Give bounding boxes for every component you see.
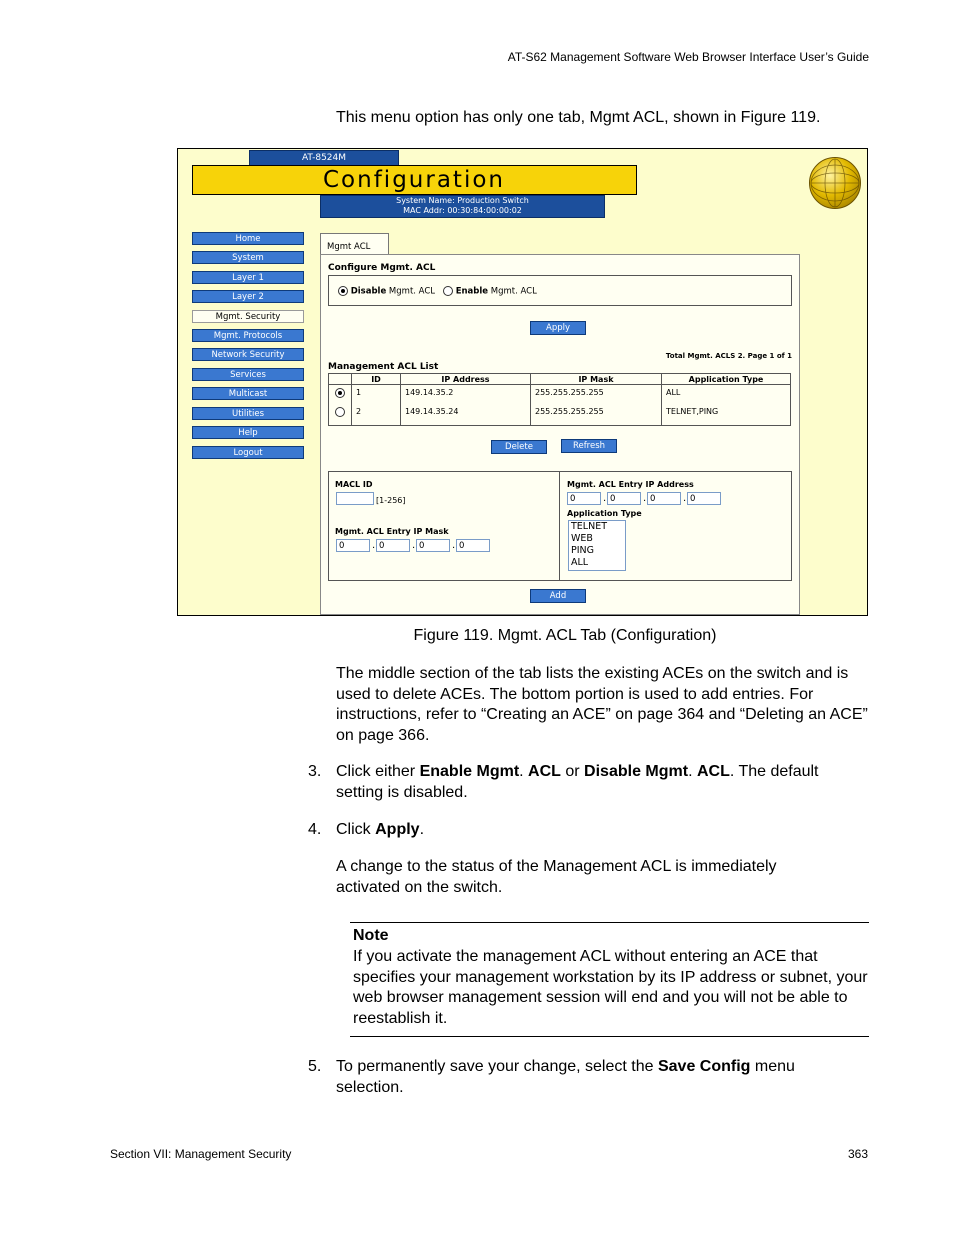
app-type-listbox[interactable] <box>568 520 626 571</box>
row-app: TELNET,PING <box>662 404 791 426</box>
disable-radio[interactable] <box>338 286 348 296</box>
mask-octet-4-input[interactable]: 0 <box>456 539 490 552</box>
ip-octet-2-input[interactable]: 0 <box>607 492 641 505</box>
system-info-bar <box>320 195 605 218</box>
footer-section: Section VII: Management Security <box>110 1147 292 1161</box>
nav-home[interactable]: Home <box>192 232 304 245</box>
note-bottom-rule <box>350 1036 869 1037</box>
macl-id-input[interactable] <box>336 492 374 505</box>
nav-layer-1[interactable]: Layer 1 <box>192 271 304 284</box>
nav-mgmt-protocols[interactable]: Mgmt. Protocols <box>192 329 304 342</box>
table-row[interactable] <box>329 385 791 405</box>
app-option[interactable]: WEB <box>571 533 593 544</box>
enable-radio[interactable] <box>443 286 453 296</box>
col-ip-address: IP Address <box>401 374 531 385</box>
acl-table-header <box>329 374 791 385</box>
col-application-type: Application Type <box>662 374 791 385</box>
entry-ip-label: Mgmt. ACL Entry IP Address <box>567 480 694 489</box>
tab-mgmt-acl[interactable]: Mgmt ACL <box>320 233 389 256</box>
step4-number: 4. <box>308 821 322 838</box>
mask-octet-2-input[interactable]: 0 <box>376 539 410 552</box>
step3-number: 3. <box>308 763 322 780</box>
mgmt-acl-panel <box>320 254 800 615</box>
system-name: System Name: Production Switch <box>396 196 529 205</box>
acl-table <box>328 373 791 426</box>
mac-address: MAC Addr: 00:30:84:00:00:02 <box>403 206 522 215</box>
row-app: ALL <box>662 385 791 405</box>
disable-label-rest: Mgmt. ACL <box>386 286 436 297</box>
enable-option[interactable] <box>443 286 537 297</box>
figure-caption: Figure 119. Mgmt. ACL Tab (Configuration) <box>413 627 717 644</box>
table-row[interactable] <box>329 404 791 426</box>
body-paragraph: The middle section of the tab lists the existing ACEs on the switch and is used to delete ACEs. The bottom portion is used to add entries. For instructions, refer to “Creating an ACE” on page 364 and “Deleting an ACE” on page 366. <box>336 665 868 744</box>
refresh-button[interactable]: Refresh <box>561 439 617 453</box>
app-option[interactable]: ALL <box>571 557 589 568</box>
nav-help[interactable]: Help <box>192 426 304 439</box>
apply-button[interactable]: Apply <box>530 321 586 335</box>
nav-system[interactable]: System <box>192 251 304 264</box>
col-id: ID <box>352 374 401 385</box>
row-select-radio[interactable] <box>335 407 345 417</box>
ip-octet-1-input[interactable]: 0 <box>567 492 601 505</box>
app-option[interactable]: PING <box>571 545 594 556</box>
acl-list-total: Total Mgmt. ACLS 2. Page 1 of 1 <box>665 352 792 360</box>
note-title: Note <box>353 927 389 944</box>
enable-label-rest: Mgmt. ACL <box>488 286 537 297</box>
disable-label-bold: Disable <box>350 286 387 297</box>
entry-mask-label: Mgmt. ACL Entry IP Mask <box>335 527 449 536</box>
acl-list-heading: Management ACL List <box>328 362 439 372</box>
row-ip: 149.14.35.24 <box>401 404 531 426</box>
app-type-label: Application Type <box>567 509 642 518</box>
col-ip-mask: IP Mask <box>531 374 662 385</box>
nav-utilities[interactable]: Utilities <box>192 407 304 420</box>
row-select-radio[interactable] <box>335 388 345 398</box>
ip-octet-4-input[interactable]: 0 <box>687 492 721 505</box>
step5-number: 5. <box>308 1058 322 1075</box>
config-banner: Configuration <box>192 165 637 195</box>
ip-octet-3-input[interactable]: 0 <box>647 492 681 505</box>
mask-octet-3-input[interactable]: 0 <box>416 539 450 552</box>
globe-logo-icon <box>809 157 861 209</box>
row-mask: 255.255.255.255 <box>531 404 662 426</box>
figure-screenshot <box>177 148 868 616</box>
row-id: 2 <box>352 404 401 426</box>
col-select <box>329 374 352 385</box>
nav-multicast[interactable]: Multicast <box>192 387 304 400</box>
note-text: If you activate the management ACL without entering an ACE that specifies your management workstation by its IP address or subnet, your web browser management session will end and you will not be able to reestablish it. <box>353 948 868 1027</box>
row-id: 1 <box>352 385 401 405</box>
step4-result: A change to the status of the Management ACL is immediately activated on the switch. <box>336 858 777 896</box>
page-number: 363 <box>847 1147 868 1161</box>
step3-text: Click either Enable Mgmt. ACL or Disable Mgmt. ACL. The default setting is disabled. <box>336 763 819 801</box>
add-right-box: Mgmt. ACL Entry IP Address 0 . 0 . 0 . 0 Application Type TELNET WEB PING ALL <box>559 471 792 581</box>
disable-option[interactable] <box>338 286 435 297</box>
add-button[interactable]: Add <box>530 589 586 603</box>
nav-logout[interactable]: Logout <box>192 446 304 459</box>
row-mask: 255.255.255.255 <box>531 385 662 405</box>
nav-mgmt-security[interactable]: Mgmt. Security <box>192 310 304 323</box>
nav-network-security[interactable]: Network Security <box>192 348 304 361</box>
step4-text: Click Apply. <box>336 821 425 838</box>
nav-services[interactable]: Services <box>192 368 304 381</box>
macl-id-label: MACL ID <box>335 480 373 489</box>
running-header: AT-S62 Management Software Web Browser Interface User’s Guide <box>507 50 869 64</box>
enable-label-bold: Enable <box>455 286 489 297</box>
configure-heading: Configure Mgmt. ACL <box>328 263 436 273</box>
step5-text: To permanently save your change, select the Save Config menu selection. <box>336 1058 795 1096</box>
row-ip: 149.14.35.2 <box>401 385 531 405</box>
mask-octet-1-input[interactable]: 0 <box>336 539 370 552</box>
enable-disable-box <box>328 275 792 306</box>
model-tab: AT-8524M <box>249 150 399 166</box>
delete-button[interactable]: Delete <box>491 440 547 454</box>
app-option[interactable]: TELNET <box>571 521 608 532</box>
intro-paragraph: This menu option has only one tab, Mgmt ACL, shown in Figure 119. <box>336 109 821 126</box>
add-left-box: MACL ID [1-256] Mgmt. ACL Entry IP Mask 0 . 0 . 0 . 0 <box>328 471 560 581</box>
macl-id-range: [1-256] <box>376 496 406 505</box>
note-top-rule <box>350 922 869 923</box>
nav-layer-2[interactable]: Layer 2 <box>192 290 304 303</box>
